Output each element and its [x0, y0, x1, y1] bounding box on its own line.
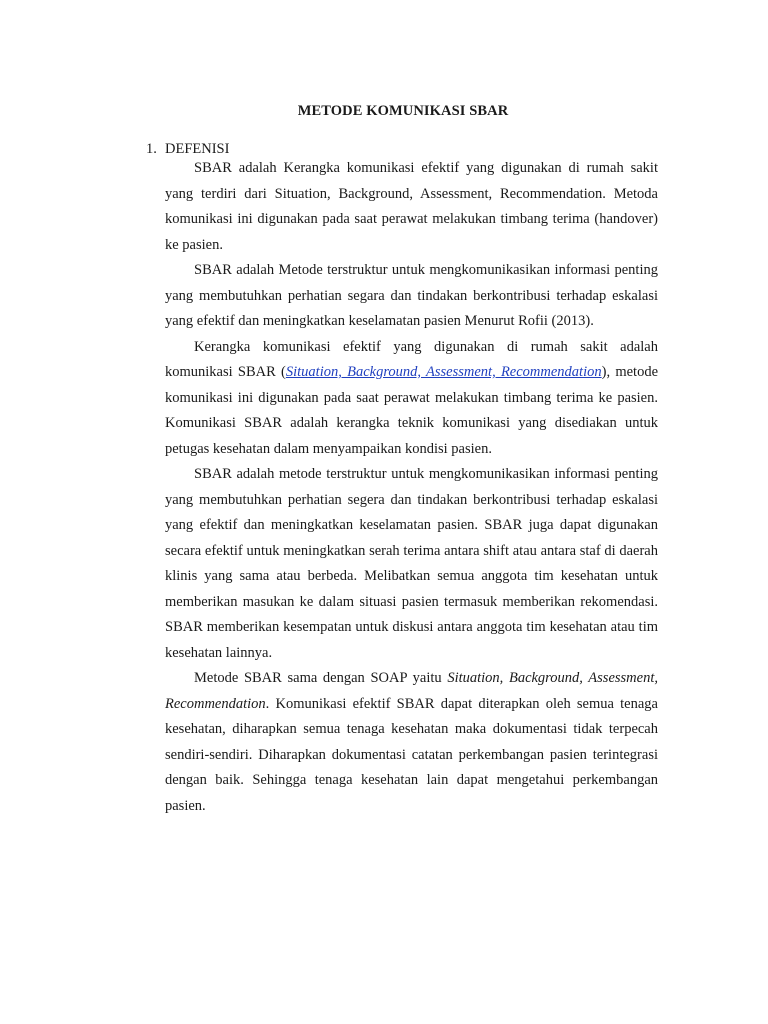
- paragraph-5-text-start: Metode SBAR sama dengan SOAP yaitu: [194, 670, 448, 686]
- paragraph-4: SBAR adalah metode terstruktur untuk mengkomunikasikan informasi penting yang membutuhkan perhatian segera dan tindakan berkontribusi terhadap eskalasi yang efektif dan meningkatkan keselamatan pasien. SBAR juga dapat digunakan secara efektif untuk meningkatkan serah terima antara shift atau antara staf di daerah klinis yang sama atau berbeda. Melibatkan semua anggota tim kesehatan untuk memberikan masukan ke dalam situasi pasien termasuk memberikan rekomendasi. SBAR memberikan kesempatan untuk diskusi antara anggota tim kesehatan atau tim kesehatan lainnya.: [165, 466, 658, 661]
- sbar-terms-italic: Situation, Background, Assessment, Recommendation: [165, 670, 658, 712]
- paragraph-3-text-end: ), metode komunikasi ini digunakan pada saat perawat melakukan timbang terima ke pasien. Komunikasi SBAR adalah kerangka teknik komunikasi yang disediakan untuk petugas kesehatan dalam menyampaikan kondisi pasien.: [165, 364, 658, 457]
- document-title: METODE KOMUNIKASI SBAR: [297, 103, 509, 119]
- sbar-terms-link[interactable]: Situation, Background, Assessment, Recommendation: [285, 364, 602, 380]
- paragraph-3: [165, 335, 658, 463]
- section-number: 1.: [146, 141, 157, 157]
- paragraph-5-text-end: . Komunikasi efektif SBAR dapat diterapkan oleh semua tenaga kesehatan, diharapkan semua tenaga kesehatan maka dokumentasi tidak terpecah sendiri-sendiri. Diharapkan dokumentasi catatan perkembangan pasien terintegrasi dengan baik. Sehingga tenaga kesehatan lain dapat mengetahui perkembangan pasien.: [165, 695, 658, 814]
- section-heading-text: DEFENISI: [165, 141, 230, 157]
- paragraph-5: [165, 666, 658, 819]
- paragraph-1: SBAR adalah Kerangka komunikasi efektif yang digunakan di rumah sakit yang terdiri dari Situation, Background, Assessment, Recommendation. Metoda komunikasi ini digunakan pada saat perawat melakukan timbang terima (handover) ke pasien.: [165, 160, 658, 253]
- paragraph-2: SBAR adalah Metode terstruktur untuk mengkomunikasikan informasi penting yang membutuhkan perhatian segara dan tindakan berkontribusi terhadap eskalasi yang efektif dan meningkatkan keselamatan pasien Menurut Rofii (2013).: [165, 262, 658, 329]
- paragraph-3-text-start: Kerangka komunikasi efektif yang digunakan di rumah sakit adalah komunikasi SBAR (: [165, 338, 658, 380]
- section-body: [165, 156, 658, 819]
